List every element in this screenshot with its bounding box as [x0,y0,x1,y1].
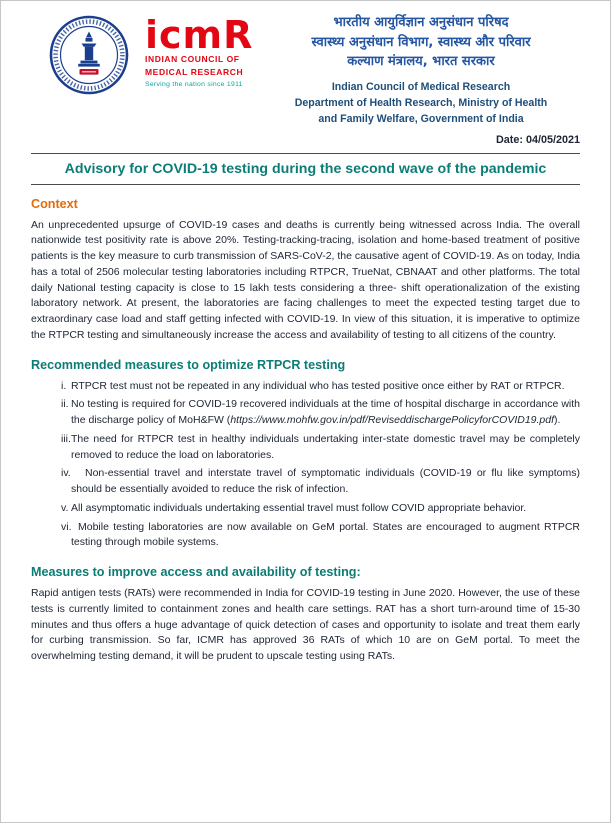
document-title: Advisory for COVID-19 testing during the second wave of the pandemic [64,160,547,177]
document-header [31,11,580,128]
section-heading-context: Context [31,196,78,211]
list-item-text-v: All asymptomatic individuals undertaking essential travel must follow COVID appropriate behavior. [71,501,527,514]
organization-name-block [262,11,580,128]
rtpcr-measures-list [31,379,580,552]
list-item-text-ii-before-url: No testing is required for COVID-19 recovered individuals at the time of hospital discharge in accordance with the discharge policy of MoH&FW ( [71,398,580,427]
date-row [31,134,580,146]
list-item-text-i: RTPCR test must not be repeated in any individual who has tested positive once either by RAT or RTPCR. [71,379,565,392]
list-item-text-iii: The need for RTPCR test in healthy individuals undertaking inter-state domestic travel may be completely removed to reduce the load on laboratories. [71,432,580,461]
icmr-wordmark: icmR [145,13,254,57]
org-name-english-line1: Indian Council of Medical Research [331,80,511,93]
list-item-text-ii [71,397,580,429]
section-heading-access-availability: Measures to improve access and availability of testing: [31,565,361,580]
org-name-english-line3: and Family Welfare, Government of India [318,113,524,126]
list-item-v [31,501,580,517]
list-marker-ii: ii. [61,398,69,411]
org-name-hindi-line2: स्वास्थ्य अनुसंधान विभाग, स्वास्थ्य और परिवार [311,34,531,50]
list-item-iv [31,466,580,498]
icmr-council-line1: INDIAN COUNCIL OF [145,54,240,65]
list-item-i [31,379,580,395]
org-name-hindi-line3: कल्याण मंत्रालय, भारत सरकार [347,54,495,69]
icmr-emblem-seal-icon [49,15,129,95]
list-item-ii [31,397,580,429]
divider-below-title [31,184,580,185]
section-heading-rtpcr-measures: Recommended measures to optimize RTPCR testing [31,357,346,372]
list-item-text-ii-after-url: ). [554,414,561,427]
context-paragraph: An unprecedented upsurge of COVID-19 cases and deaths is currently being witnessed across India. The overall nationwide test positivity rate is above 20%. Testing-tracking-tracing, isolation and home-based treatment of positive patients is the key measure to curb transmission of SARS-CoV-2, the causative agent of COVID-19. As on today, India has a total of 2506 molecular testing laboratories including RTPCR, TrueNat, CBNAAT and other platforms. The total daily National testing capacity is close to 15 lakh tests considering a three- shift operationalization of the existing laboratory network. At present, the laboratories are facing challenges to meet the expected testing target due to extraordinary case load and staff getting infected with COVID-19. In view of this situation, it is imperative to optimize the RTPCR testing and simultaneously increase the access and availability of testing to all citizens of the country. [31,218,580,341]
list-item-iii [31,432,580,464]
icmr-council-line2: MEDICAL RESEARCH [145,66,244,77]
org-name-hindi-line1: भारतीय आयुर्विज्ञान अनुसंधान परिषद [333,15,509,30]
icmr-wordmark-block [145,15,253,88]
list-marker-vi: vi. [61,520,72,533]
org-name-english-line2: Department of Health Research, Ministry of Health [294,96,548,109]
document-date: Date: 04/05/2021 [495,133,580,146]
list-item-vi [31,520,580,552]
access-paragraph: Rapid antigen tests (RATs) were recommended in India for COVID-19 testing in June 2020. However, the use of these tests is currently limited to containment zones and health care settings. RAT has a short turn-around time of 15-30 minutes and thus offers a huge advantage of quick detection of cases and opportunity to isolate and treat them early for curbing transmission. So far, ICMR has approved 36 RATs of which 10 are on GeM portal. To meet the overwhelming testing demand, it will be prudent to upscale testing using RATs. [31,587,580,663]
list-item-text-vi: Mobile testing laboratories are now available on GeM portal. States are encouraged to augment RTPCR testing through mobile systems. [71,520,580,549]
discharge-policy-url[interactable]: https://www.mohfw.gov.in/pdf/ReviseddischargePolicyforCOVID19.pdf [230,414,555,427]
org-name-english-block [262,79,580,128]
list-marker-i: i. [61,379,67,392]
list-marker-v: v. [61,501,69,514]
list-marker-iv: iv. [61,467,71,480]
list-item-text-iv: Non-essential travel and interstate travel of symptomatic individuals (COVID-19 or flu like symptoms) should be essentially avoided to reduce the risk of infection. [71,467,580,496]
list-marker-iii: iii. [61,432,71,445]
icmr-logo-group [49,15,253,95]
icmr-tagline: Serving the nation since 1911 [145,81,243,89]
